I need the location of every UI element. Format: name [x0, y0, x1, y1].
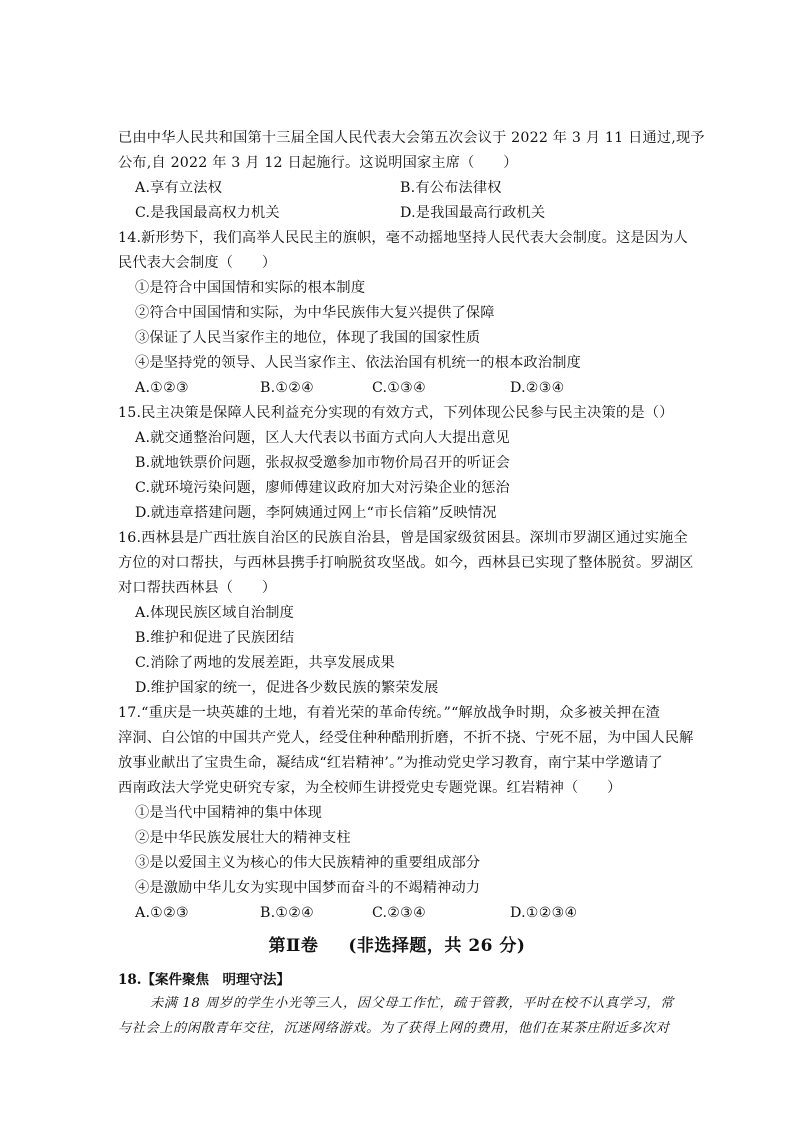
- q17-stem-line-1: 17.“重庆是一块英雄的土地，有着光荣的革命传统。”“解放战争时期，众多被关押在渣: [118, 705, 660, 721]
- q16-option-d: D.维护国家的统一，促进各少数民族的繁荣发展: [135, 680, 439, 696]
- q14-statement-1: ①是符合中国国情和实际的根本制度: [135, 280, 366, 296]
- q16-option-b: B.维护和促进了民族团结: [135, 630, 295, 646]
- q14-stem-line-2: 民代表大会制度（ ）: [118, 255, 277, 271]
- q13-option-a: A.享有立法权: [135, 180, 223, 196]
- q17-statement-4: ④是激励中华儿女为实现中国梦而奋斗的不竭精神动力: [135, 880, 481, 896]
- section-2-label: 第Ⅱ卷: [268, 936, 319, 956]
- q16-stem-line-2: 方位的对口帮扶，与西林县携手打响脱贫攻坚战。如今，西林县已实现了整体脱贫。罗湖区: [118, 555, 694, 571]
- q17-stem-line-4: 西南政法大学党史研究专家，为全校师生讲授党史专题党课。红岩精神（ ）: [118, 780, 622, 796]
- q17-option-d: D.①②③④: [510, 905, 578, 921]
- q18-case-line-2: 与社会上的闲散青年交往，沉迷网络游戏。为了获得上网的费用，他们在某茶庄附近多次对: [118, 1021, 670, 1036]
- q14-statement-2: ②符合中国国情和实际，为中华民族伟大复兴提供了保障: [135, 305, 495, 321]
- q13-line-2: 公布,自 2022 年 3 月 12 日起施行。这说明国家主席（ ）: [118, 155, 518, 171]
- q14-statement-3: ③保证了人民当家作主的地位，体现了我国的国家性质: [135, 330, 481, 346]
- q17-option-c: C.②③④: [372, 905, 427, 921]
- q17-statement-3: ③是以爱国主义为核心的伟大民族精神的重要组成部分: [135, 855, 481, 871]
- q18-case-line-1: 未满 18 周岁的学生小光等三人，因父母工作忙，疏于管教，平时在校不认真学习，常: [150, 996, 674, 1011]
- section-2-title: [0, 931, 794, 956]
- q17-stem-line-2: 滓洞、白公馆的中国共产党人，经受住种种酷刑折磨，不折不挠、宁死不屈，为中国人民解: [118, 730, 694, 746]
- q14-statement-4: ④是坚持党的领导、人民当家作主、依法治国有机统一的根本政治制度: [135, 355, 582, 371]
- q17-statement-2: ②是中华民族发展壮大的精神支柱: [135, 830, 351, 846]
- q17-option-b: B.①②④: [260, 905, 315, 921]
- q15-stem: 15.民主决策是保障人民利益充分实现的有效方式，下列体现公民参与民主决策的是（）: [118, 405, 674, 421]
- q16-stem-line-3: 对口帮扶西林县（ ）: [118, 580, 277, 596]
- q17-statement-1: ①是当代中国精神的集中体现: [135, 805, 323, 821]
- q15-option-d: D.就违章搭建问题，李阿姨通过网上“市长信箱”反映情况: [135, 505, 497, 521]
- q13-option-c: C.是我国最高权力机关: [135, 205, 280, 221]
- q17-option-a: A.①②③: [135, 905, 189, 921]
- q13-option-d: D.是我国最高行政机关: [400, 205, 546, 221]
- q17-stem-line-3: 放事业献出了宝贵生命，凝结成“红岩精神’。”为推动党史学习教育，南宁某中学邀请了: [118, 755, 663, 771]
- q14-option-d: D.②③④: [510, 380, 565, 396]
- q14-stem-line-1: 14.新形势下，我们高举人民民主的旗帜，毫不动摇地坚持人民代表大会制度。这是因为人: [118, 230, 688, 246]
- q14-option-a: A.①②③: [135, 380, 189, 396]
- q15-option-b: B.就地铁票价问题，张叔叔受邀参加市物价局召开的听证会: [135, 455, 511, 471]
- q16-option-a: A.体现民族区域自治制度: [135, 605, 295, 621]
- q15-option-c: C.就环境污染问题，廖师傅建议政府加大对污染企业的惩治: [135, 480, 510, 496]
- q14-option-b: B.①②④: [260, 380, 315, 396]
- q13-option-b: B.有公布法律权: [400, 180, 502, 196]
- q16-stem-line-1: 16.西林县是广西壮族自治区的民族自治县，曾是国家级贫困县。深圳市罗湖区通过实施全: [118, 530, 688, 546]
- q18-heading: 18.【案件聚焦 明理守法】: [118, 972, 290, 988]
- q14-option-c: C.①③④: [372, 380, 427, 396]
- q13-line-1: 已由中华人民共和国第十三届全国人民代表大会第五次会议于 2022 年 3 月 11 日通过,现予: [118, 130, 705, 146]
- q16-option-c: C.消除了两地的发展差距，共享发展成果: [135, 655, 395, 671]
- section-2-subtitle: (非选择题，共 26 分): [348, 936, 526, 956]
- q15-option-a: A.就交通整治问题，区人大代表以书面方式向人大提出意见: [135, 430, 510, 446]
